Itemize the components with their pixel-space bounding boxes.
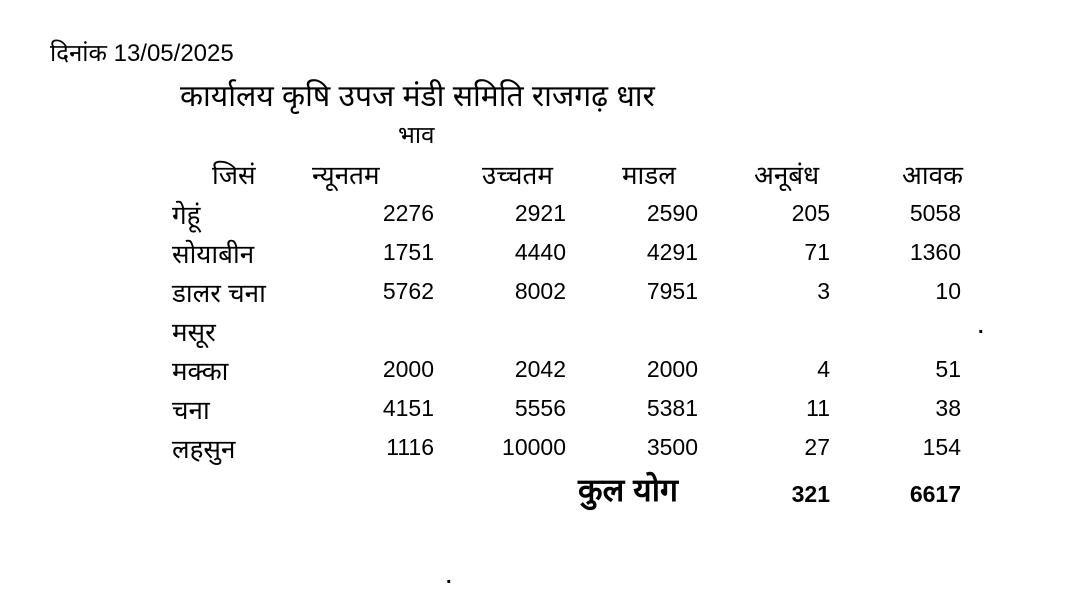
crop-name: मसूर	[172, 317, 216, 347]
crop-name: गेहूं	[172, 200, 201, 230]
min-price: 2276	[382, 200, 434, 226]
contract-qty: 4	[817, 356, 830, 382]
arrival-qty: 51	[935, 356, 961, 382]
contract-qty: 205	[791, 200, 830, 226]
stray-dot: .	[978, 316, 984, 338]
total-label: कुल योग	[578, 472, 679, 508]
crop-name: डालर चना	[172, 278, 266, 308]
column-header-commodity: जिसं	[212, 160, 256, 190]
arrival-qty: 5058	[909, 200, 961, 226]
min-price: 5762	[382, 278, 434, 304]
arrival-qty: 154	[922, 434, 961, 460]
min-price: 1751	[382, 239, 434, 265]
contract-qty: 3	[817, 278, 830, 304]
max-price: 2921	[514, 200, 566, 226]
arrival-qty: 10	[935, 278, 961, 304]
date-label: दिनांक 13/05/2025	[50, 40, 234, 67]
column-header-contract: अनूबंध	[754, 160, 820, 190]
max-price: 2042	[514, 356, 566, 382]
model-price: 3500	[646, 434, 698, 460]
model-price: 7951	[646, 278, 698, 304]
model-price: 4291	[646, 239, 698, 265]
min-price: 4151	[382, 395, 434, 421]
column-header-model: माडल	[622, 160, 676, 190]
price-subheading: भाव	[398, 122, 435, 149]
column-header-arrival: आवक	[902, 160, 963, 190]
total-arrival: 6617	[909, 481, 961, 507]
contract-qty: 11	[806, 395, 830, 421]
model-price: 5381	[646, 395, 698, 421]
max-price: 8002	[514, 278, 566, 304]
model-price: 2590	[646, 200, 698, 226]
page-title: कार्यालय कृषि उपज मंडी समिति राजगढ़ धार	[180, 80, 655, 113]
total-contract: 321	[791, 481, 830, 507]
arrival-qty: 38	[935, 395, 961, 421]
crop-name: चना	[172, 395, 210, 425]
column-header-maximum: उच्चतम	[482, 160, 553, 190]
max-price: 5556	[514, 395, 566, 421]
crop-name: लहसुन	[172, 434, 236, 464]
arrival-qty: 1360	[909, 239, 961, 265]
column-header-minimum: न्यूनतम	[312, 160, 380, 190]
max-price: 4440	[514, 239, 566, 265]
crop-name: मक्का	[172, 356, 229, 386]
min-price: 1116	[386, 434, 434, 460]
contract-qty: 71	[804, 239, 830, 265]
model-price: 2000	[646, 356, 698, 382]
max-price: 10000	[502, 434, 566, 460]
crop-name: सोयाबीन	[172, 239, 255, 269]
contract-qty: 27	[804, 434, 830, 460]
stray-dot: .	[446, 566, 452, 588]
min-price: 2000	[382, 356, 434, 382]
